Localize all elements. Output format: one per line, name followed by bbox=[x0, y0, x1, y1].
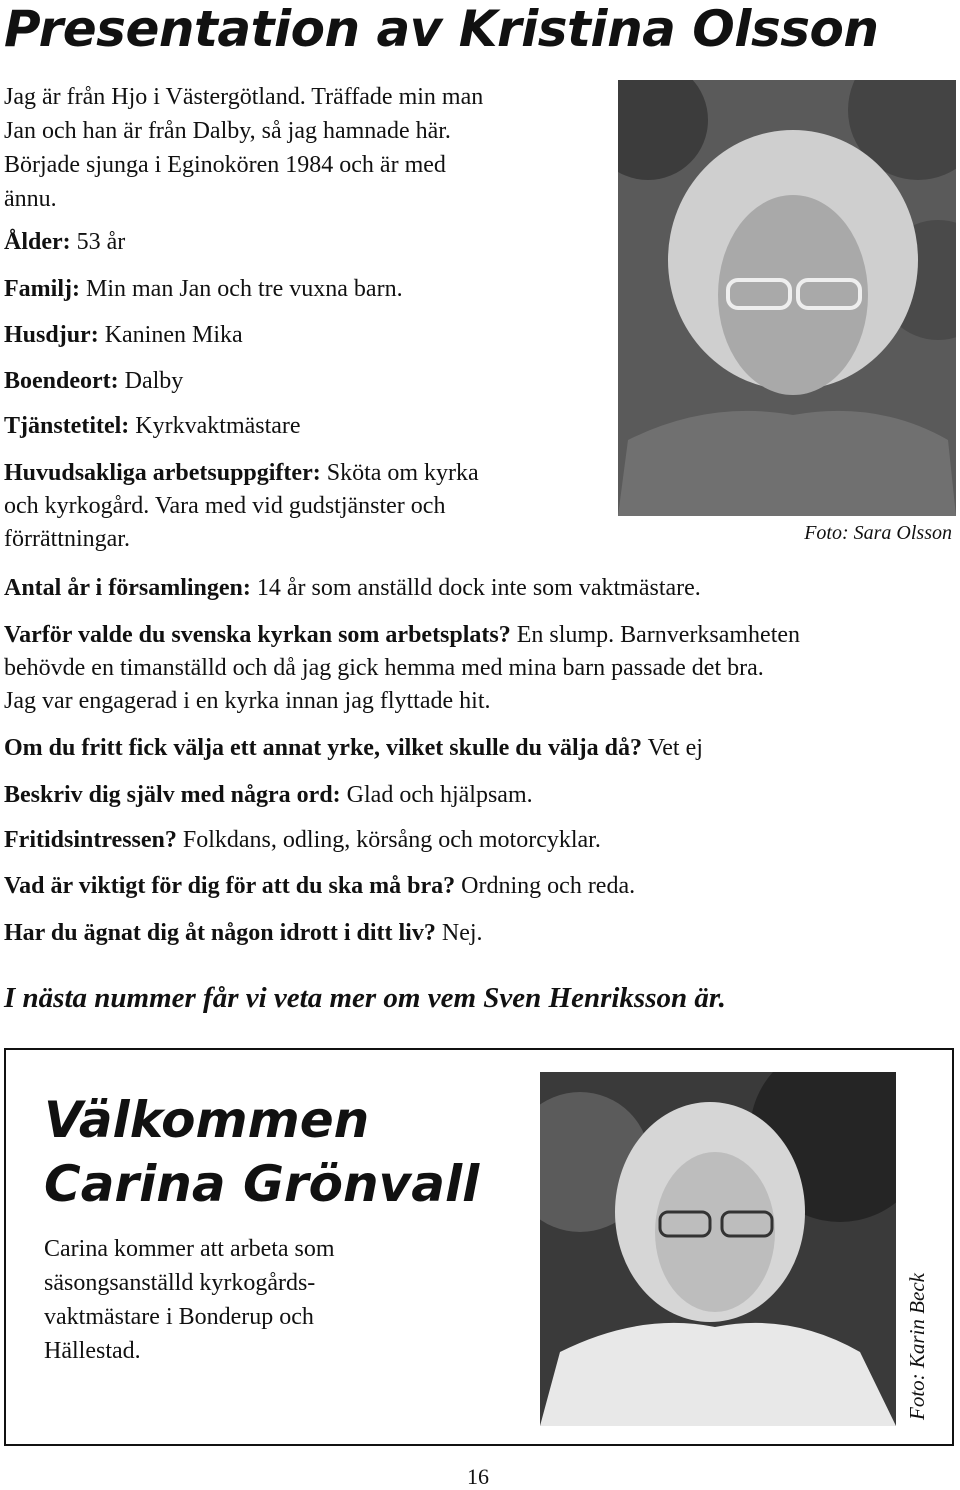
carina-gronvall-photo bbox=[540, 1072, 896, 1426]
field-value-line: behövde en timanställd och då jag gick hemma med mina barn passade det bra. bbox=[4, 655, 764, 681]
intro-line: Jan och han är från Dalby, så jag hamnade här. bbox=[4, 118, 451, 144]
field-husdjur bbox=[4, 319, 243, 352]
field-value: Nej. bbox=[435, 920, 483, 946]
field-label: Husdjur: bbox=[4, 322, 99, 348]
field-label: Varför valde du svenska kyrkan som arbetsplats? bbox=[4, 622, 511, 648]
photo-credit: Foto: Sara Olsson bbox=[804, 522, 952, 544]
field-label: Om du fritt fick välja ett annat yrke, vilket skulle du välja då? bbox=[4, 735, 643, 761]
next-issue-note: I nästa nummer får vi veta mer om vem Sven Henriksson är. bbox=[4, 982, 726, 1014]
welcome-heading bbox=[44, 1088, 479, 1216]
field-idrott bbox=[4, 917, 483, 950]
field-label: Tjänstetitel: bbox=[4, 413, 130, 439]
field-value: Sköta om kyrka bbox=[320, 460, 479, 486]
page-number: 16 bbox=[467, 1464, 489, 1489]
field-fritid bbox=[4, 824, 601, 857]
field-beskriv bbox=[4, 779, 533, 812]
field-value: Min man Jan och tre vuxna barn. bbox=[79, 276, 403, 302]
field-antal bbox=[4, 572, 701, 605]
field-label: Fritidsintressen? bbox=[4, 827, 177, 853]
field-value: Folkdans, odling, körsång och motorcyklar. bbox=[176, 827, 601, 853]
field-value: Kyrkvaktmästare bbox=[129, 413, 301, 439]
welcome-text-line: säsongsanställd kyrkogårds- bbox=[44, 1270, 316, 1296]
field-label: Beskriv dig själv med några ord: bbox=[4, 782, 341, 808]
field-value: Ordning och reda. bbox=[455, 873, 636, 899]
field-boendeort bbox=[4, 365, 183, 398]
field-value: Dalby bbox=[118, 368, 184, 394]
welcome-text-line: Hällestad. bbox=[44, 1338, 141, 1364]
portrait-image bbox=[540, 1072, 896, 1426]
intro-text bbox=[4, 80, 483, 216]
field-label: Antal år i församlingen: bbox=[4, 575, 251, 601]
field-value-line: förrättningar. bbox=[4, 526, 130, 552]
welcome-text-line: vaktmästare i Bonderup och bbox=[44, 1304, 314, 1330]
field-value-line: Jag var engagerad i en kyrka innan jag flyttade hit. bbox=[4, 688, 491, 714]
field-tjanstetitel bbox=[4, 410, 301, 443]
photo-credit: Foto: Karin Beck bbox=[905, 1273, 929, 1420]
field-value-line: och kyrkogård. Vara med vid gudstjänster och bbox=[4, 493, 446, 519]
field-alder bbox=[4, 226, 125, 259]
field-label: Huvudsakliga arbetsuppgifter: bbox=[4, 460, 321, 486]
field-label: Ålder: bbox=[4, 229, 71, 255]
field-label: Familj: bbox=[4, 276, 80, 302]
field-huvudsakliga bbox=[4, 457, 479, 556]
field-value: 14 år som anställd dock inte som vaktmästare. bbox=[250, 575, 701, 601]
kristina-olsson-photo bbox=[618, 80, 956, 516]
welcome-text bbox=[44, 1232, 335, 1368]
field-value: Glad och hjälpsam. bbox=[340, 782, 533, 808]
intro-line: Jag är från Hjo i Västergötland. Träffade min man bbox=[4, 84, 484, 110]
welcome-line: Välkommen bbox=[44, 1091, 370, 1149]
field-value: Vet ej bbox=[642, 735, 703, 761]
intro-line: Började sjunga i Eginokören 1984 och är med bbox=[4, 152, 446, 178]
field-value: En slump. Barnverksamheten bbox=[510, 622, 801, 648]
page-title: Presentation av Kristina Olsson bbox=[4, 0, 879, 58]
intro-line: ännu. bbox=[4, 186, 57, 212]
field-label: Vad är viktigt för dig för att du ska må bra? bbox=[4, 873, 456, 899]
field-familj bbox=[4, 273, 403, 306]
field-value: 53 år bbox=[70, 229, 126, 255]
welcome-text-line: Carina kommer att arbeta som bbox=[44, 1236, 335, 1262]
field-yrke bbox=[4, 732, 703, 765]
field-value: Kaninen Mika bbox=[98, 322, 243, 348]
field-label: Har du ägnat dig åt någon idrott i ditt liv? bbox=[4, 920, 436, 946]
field-viktigt bbox=[4, 870, 635, 903]
field-label: Boendeort: bbox=[4, 368, 119, 394]
welcome-name: Carina Grönvall bbox=[44, 1155, 480, 1213]
field-varfor bbox=[4, 619, 800, 718]
portrait-image bbox=[618, 80, 956, 516]
